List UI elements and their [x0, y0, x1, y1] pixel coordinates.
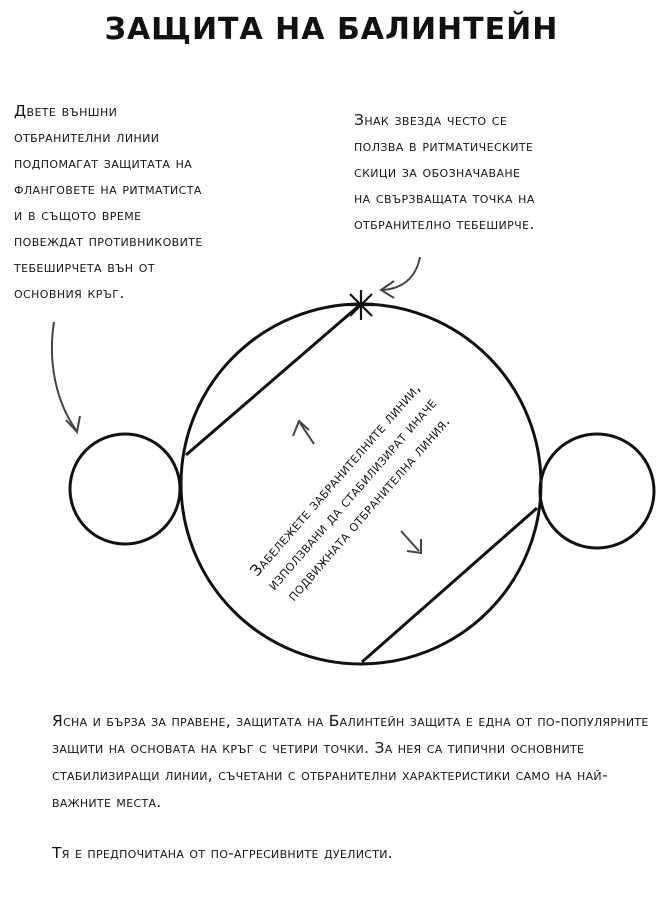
description [52, 708, 652, 867]
arrow-up-left-icon [293, 421, 314, 444]
curved-arrow-right-icon [381, 257, 420, 298]
note-outer-lines: Двете външни отбранителни линии подпомагат защитата на фланговете на ритматиста и в същото време повеждат противниковите тебеширчета вън от основния кръг. [14, 102, 203, 302]
note-forbidding-lines: Забележете забранителните линии, използвани да стабилизират иначе подвижната отбранителна линия. [246, 379, 454, 605]
left-defense-circle [70, 434, 180, 544]
description-paragraph-1: Ясна и бърза за правене, защитата на Балинтейн защита е една от по-популярните защити на основата на кръг с четири точки. За нея са типични основните стабилизиращи линии, съчетани с отбранителни характеристики само на най-важните места. [52, 712, 649, 811]
arrow-down-right-icon [401, 531, 421, 553]
curved-arrow-left-icon [52, 322, 80, 432]
page-title: ЗАЩИТА НА БАЛИНТЕЙН [104, 12, 559, 47]
description-paragraph-2: Тя е предпочитана от по-агресивните дуелисти. [52, 844, 394, 862]
note-star-sign: Знак звезда често се ползва в ритматическите скици за обозначаване на свързващата точка на отбранително тебеширче. [354, 111, 535, 233]
right-defense-circle [540, 434, 654, 548]
star-sign-icon [346, 290, 376, 320]
